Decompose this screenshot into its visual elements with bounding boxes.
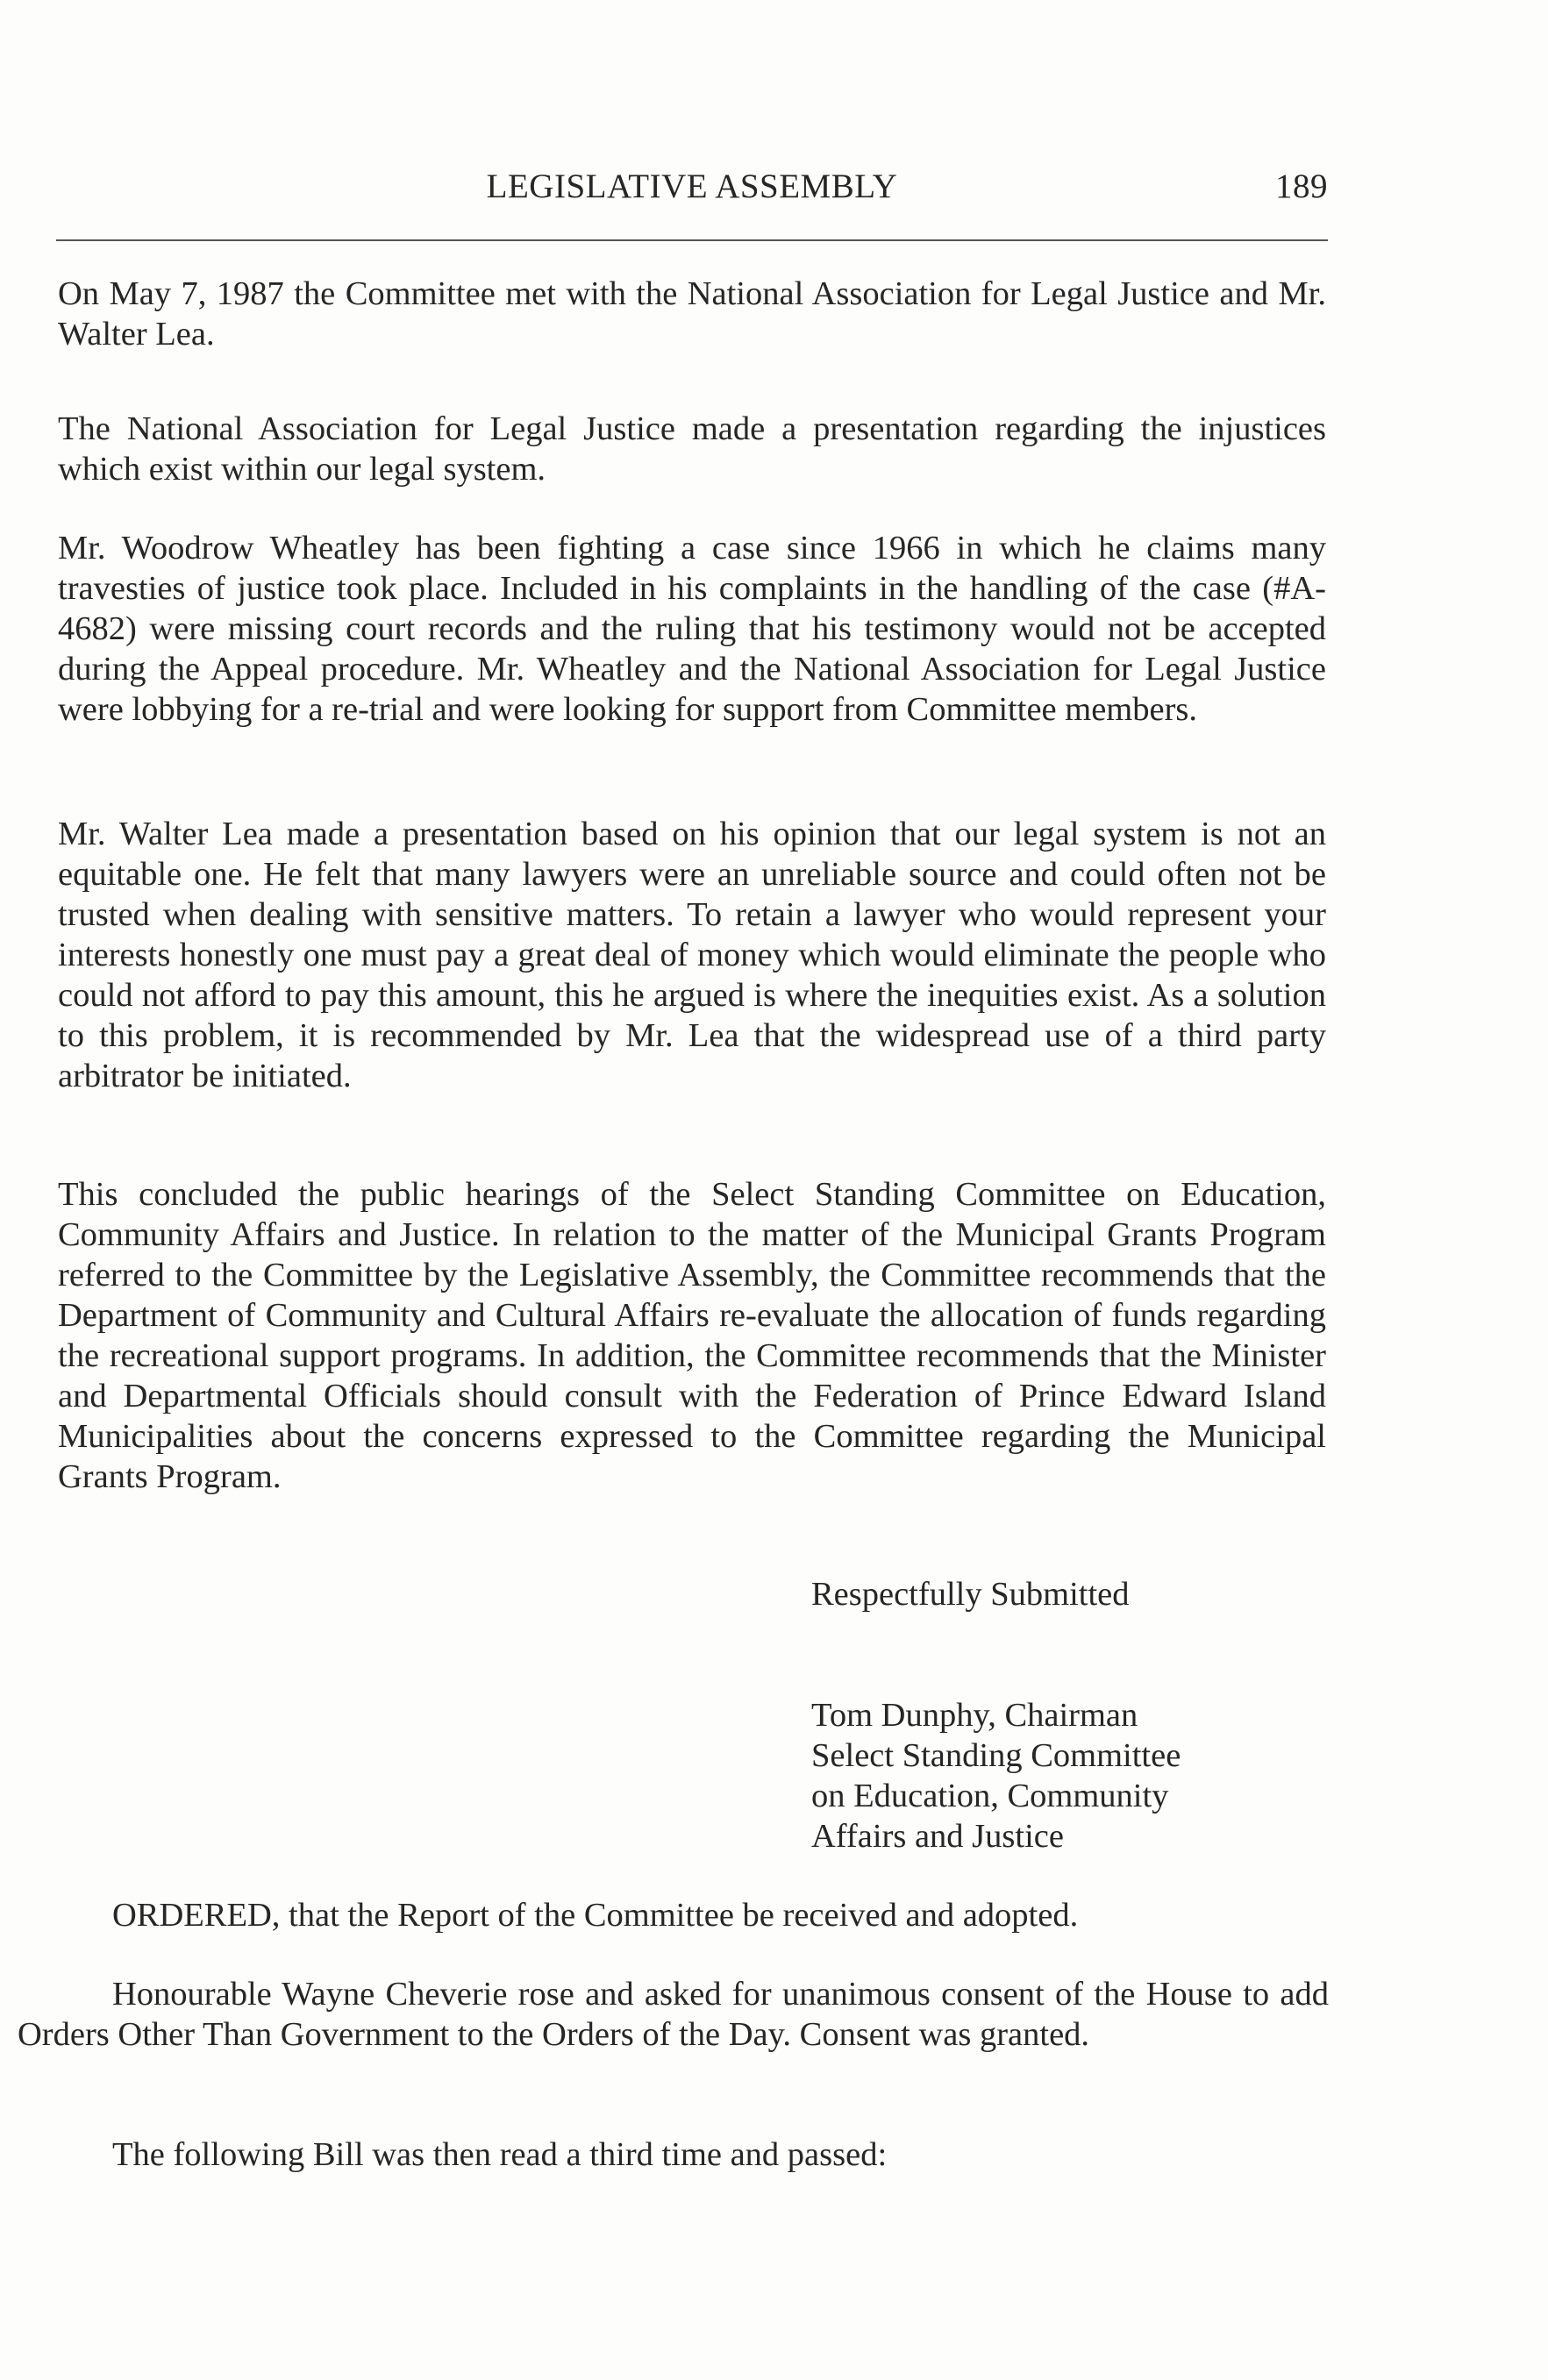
paragraph-unanimous-consent: Honourable Wayne Cheverie rose and asked for unanimous consent of the House to add Orders Other Than Government to the Orders of the Day. Consent was granted.	[18, 1976, 1329, 2053]
signature-line: on Education, Community	[811, 1778, 1169, 1814]
paragraph-lea-presentation: Mr. Walter Lea made a presentation based on his opinion that our legal system is not an equitable one. He felt that many lawyers were an unreliable source and could often not be trusted when dealing with sensitive matters. To retain a lawyer who would represent your interests honestly one must pay a great deal of money which would eliminate the people who could not afford to pay this amount, this he argued is where the inequities exist. As a solution to this problem, it is recommended by Mr. Lea that the widespread use of a third party arbitrator be initiated.	[58, 816, 1326, 1094]
paragraph-nalj-presentation: The National Association for Legal Justice made a presentation regarding the injustices which exist within our legal system.	[58, 410, 1326, 488]
running-header	[56, 167, 1328, 212]
paragraph-ordered: ORDERED, that the Report of the Committee be received and adopted.	[112, 1897, 1079, 1934]
signature-line: Affairs and Justice	[811, 1818, 1064, 1855]
paragraph-bill-third-reading: The following Bill was then read a third time and passed:	[112, 2136, 888, 2173]
page-number: 189	[1275, 167, 1328, 205]
signature-block	[811, 1695, 1302, 1856]
paragraph-committee-recommendation: This concluded the public hearings of the Select Standing Committee on Education, Community Affairs and Justice. In relation to the matter of the Municipal Grants Program referred to the Committee by the Legislative Assembly, the Committee recommends that the Department of Community and Cultural Affairs re-evaluate the allocation of funds regarding the recreational support programs. In addition, the Committee recommends that the Minister and Departmental Officials should consult with the Federation of Prince Edward Island Municipalities about the concerns expressed to the Committee regarding the Municipal Grants Program.	[58, 1176, 1326, 1495]
paragraph-meeting-date: On May 7, 1987 the Committee met with the National Association for Legal Justice and Mr. Walter Lea.	[58, 275, 1326, 353]
signature-name: Tom Dunphy, Chairman	[811, 1697, 1138, 1734]
paragraph-wheatley-case: Mr. Woodrow Wheatley has been fighting a case since 1966 in which he claims many travesties of justice took place. Included in his complaints in the handling of the case (#A-4682) were missing court records and the ruling that his testimony would not be accepted during the Appeal procedure. Mr. Wheatley and the National Association for Legal Justice were lobbying for a re-trial and were looking for support from Committee members.	[58, 530, 1326, 728]
header-rule	[56, 239, 1328, 241]
closing-respectfully-submitted: Respectfully Submitted	[811, 1576, 1130, 1613]
running-header-title: LEGISLATIVE ASSEMBLY	[486, 167, 898, 205]
signature-line: Select Standing Committee	[811, 1737, 1181, 1774]
